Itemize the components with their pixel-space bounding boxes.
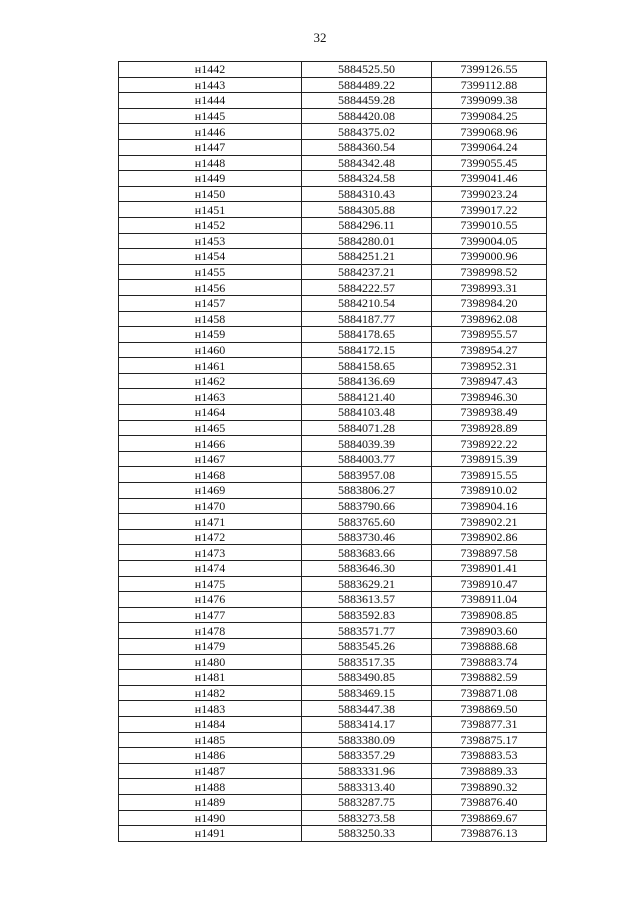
point-id-cell: н1462 <box>119 373 302 389</box>
point-id-cell: н1473 <box>119 545 302 561</box>
point-id-cell: н1481 <box>119 670 302 686</box>
x-coordinate-cell: 5884342.48 <box>302 155 432 171</box>
y-coordinate-cell: 7398871.08 <box>432 685 547 701</box>
table-row <box>119 420 547 436</box>
table-row <box>119 139 547 155</box>
table-row <box>119 794 547 810</box>
y-coordinate-cell: 7398908.85 <box>432 607 547 623</box>
table-row <box>119 810 547 826</box>
y-coordinate-cell: 7399004.05 <box>432 233 547 249</box>
point-id-cell: н1455 <box>119 264 302 280</box>
x-coordinate-cell: 5883765.60 <box>302 514 432 530</box>
point-id-cell: н1484 <box>119 716 302 732</box>
y-coordinate-cell: 7398903.60 <box>432 623 547 639</box>
point-id-cell: н1489 <box>119 794 302 810</box>
point-id-cell: н1444 <box>119 93 302 109</box>
x-coordinate-cell: 5883414.17 <box>302 716 432 732</box>
y-coordinate-cell: 7398946.30 <box>432 389 547 405</box>
table-row <box>119 826 547 842</box>
point-id-cell: н1445 <box>119 108 302 124</box>
y-coordinate-cell: 7398911.04 <box>432 592 547 608</box>
table-row <box>119 498 547 514</box>
x-coordinate-cell: 5884136.69 <box>302 373 432 389</box>
point-id-cell: н1483 <box>119 701 302 717</box>
y-coordinate-cell: 7398890.32 <box>432 779 547 795</box>
point-id-cell: н1452 <box>119 217 302 233</box>
y-coordinate-cell: 7398910.02 <box>432 483 547 499</box>
y-coordinate-cell: 7398998.52 <box>432 264 547 280</box>
point-id-cell: н1458 <box>119 311 302 327</box>
x-coordinate-cell: 5883646.30 <box>302 561 432 577</box>
point-id-cell: н1490 <box>119 810 302 826</box>
table-row <box>119 483 547 499</box>
point-id-cell: н1471 <box>119 514 302 530</box>
x-coordinate-cell: 5884172.15 <box>302 342 432 358</box>
table-row <box>119 545 547 561</box>
point-id-cell: н1442 <box>119 62 302 78</box>
x-coordinate-cell: 5883957.08 <box>302 467 432 483</box>
point-id-cell: н1474 <box>119 561 302 577</box>
y-coordinate-cell: 7398915.39 <box>432 451 547 467</box>
y-coordinate-cell: 7398947.43 <box>432 373 547 389</box>
table-row <box>119 405 547 421</box>
point-id-cell: н1448 <box>119 155 302 171</box>
table-row <box>119 638 547 654</box>
table-row <box>119 342 547 358</box>
table-row <box>119 62 547 78</box>
table-row <box>119 685 547 701</box>
y-coordinate-cell: 7399055.45 <box>432 155 547 171</box>
point-id-cell: н1469 <box>119 483 302 499</box>
x-coordinate-cell: 5883545.26 <box>302 638 432 654</box>
table-row <box>119 217 547 233</box>
y-coordinate-cell: 7398984.20 <box>432 295 547 311</box>
x-coordinate-cell: 5883250.33 <box>302 826 432 842</box>
x-coordinate-cell: 5883517.35 <box>302 654 432 670</box>
y-coordinate-cell: 7399017.22 <box>432 202 547 218</box>
x-coordinate-cell: 5884310.43 <box>302 186 432 202</box>
point-id-cell: н1485 <box>119 732 302 748</box>
table-row <box>119 93 547 109</box>
table-row <box>119 467 547 483</box>
x-coordinate-cell: 5883469.15 <box>302 685 432 701</box>
point-id-cell: н1459 <box>119 327 302 343</box>
y-coordinate-cell: 7398955.57 <box>432 327 547 343</box>
table-row <box>119 155 547 171</box>
point-id-cell: н1463 <box>119 389 302 405</box>
x-coordinate-cell: 5884103.48 <box>302 405 432 421</box>
table-row <box>119 607 547 623</box>
table-row <box>119 670 547 686</box>
x-coordinate-cell: 5884280.01 <box>302 233 432 249</box>
table-row <box>119 716 547 732</box>
y-coordinate-cell: 7398922.22 <box>432 436 547 452</box>
point-id-cell: н1480 <box>119 654 302 670</box>
x-coordinate-cell: 5884324.58 <box>302 171 432 187</box>
coordinates-table-body <box>119 62 547 842</box>
y-coordinate-cell: 7398888.68 <box>432 638 547 654</box>
x-coordinate-cell: 5883380.09 <box>302 732 432 748</box>
table-row <box>119 451 547 467</box>
table-row <box>119 171 547 187</box>
x-coordinate-cell: 5884178.65 <box>302 327 432 343</box>
y-coordinate-cell: 7399041.46 <box>432 171 547 187</box>
table-row <box>119 514 547 530</box>
table-row <box>119 763 547 779</box>
point-id-cell: н1457 <box>119 295 302 311</box>
x-coordinate-cell: 5884459.28 <box>302 93 432 109</box>
x-coordinate-cell: 5884251.21 <box>302 249 432 265</box>
point-id-cell: н1451 <box>119 202 302 218</box>
x-coordinate-cell: 5884071.28 <box>302 420 432 436</box>
table-row <box>119 389 547 405</box>
y-coordinate-cell: 7399084.25 <box>432 108 547 124</box>
x-coordinate-cell: 5883613.57 <box>302 592 432 608</box>
table-row <box>119 529 547 545</box>
table-row <box>119 108 547 124</box>
x-coordinate-cell: 5884210.54 <box>302 295 432 311</box>
point-id-cell: н1487 <box>119 763 302 779</box>
point-id-cell: н1464 <box>119 405 302 421</box>
y-coordinate-cell: 7398954.27 <box>432 342 547 358</box>
y-coordinate-cell: 7399064.24 <box>432 139 547 155</box>
y-coordinate-cell: 7399099.38 <box>432 93 547 109</box>
y-coordinate-cell: 7399010.55 <box>432 217 547 233</box>
x-coordinate-cell: 5883273.58 <box>302 810 432 826</box>
y-coordinate-cell: 7398904.16 <box>432 498 547 514</box>
y-coordinate-cell: 7399000.96 <box>432 249 547 265</box>
x-coordinate-cell: 5883790.66 <box>302 498 432 514</box>
point-id-cell: н1465 <box>119 420 302 436</box>
table-row <box>119 264 547 280</box>
y-coordinate-cell: 7398897.58 <box>432 545 547 561</box>
x-coordinate-cell: 5884222.57 <box>302 280 432 296</box>
x-coordinate-cell: 5884375.02 <box>302 124 432 140</box>
table-row <box>119 654 547 670</box>
x-coordinate-cell: 5884121.40 <box>302 389 432 405</box>
y-coordinate-cell: 7398876.40 <box>432 794 547 810</box>
point-id-cell: н1478 <box>119 623 302 639</box>
point-id-cell: н1446 <box>119 124 302 140</box>
y-coordinate-cell: 7398902.86 <box>432 529 547 545</box>
point-id-cell: н1472 <box>119 529 302 545</box>
table-row <box>119 311 547 327</box>
x-coordinate-cell: 5884158.65 <box>302 358 432 374</box>
table-row <box>119 779 547 795</box>
y-coordinate-cell: 7398952.31 <box>432 358 547 374</box>
point-id-cell: н1447 <box>119 139 302 155</box>
y-coordinate-cell: 7398915.55 <box>432 467 547 483</box>
y-coordinate-cell: 7398910.47 <box>432 576 547 592</box>
y-coordinate-cell: 7399023.24 <box>432 186 547 202</box>
table-row <box>119 233 547 249</box>
point-id-cell: н1443 <box>119 77 302 93</box>
table-row <box>119 202 547 218</box>
y-coordinate-cell: 7399112.88 <box>432 77 547 93</box>
point-id-cell: н1466 <box>119 436 302 452</box>
table-row <box>119 77 547 93</box>
table-row <box>119 732 547 748</box>
table-row <box>119 561 547 577</box>
x-coordinate-cell: 5883806.27 <box>302 483 432 499</box>
point-id-cell: н1477 <box>119 607 302 623</box>
point-id-cell: н1470 <box>119 498 302 514</box>
y-coordinate-cell: 7398883.74 <box>432 654 547 670</box>
x-coordinate-cell: 5884305.88 <box>302 202 432 218</box>
y-coordinate-cell: 7399126.55 <box>432 62 547 78</box>
point-id-cell: н1468 <box>119 467 302 483</box>
table-row <box>119 280 547 296</box>
x-coordinate-cell: 5884187.77 <box>302 311 432 327</box>
table-row <box>119 576 547 592</box>
y-coordinate-cell: 7398938.49 <box>432 405 547 421</box>
x-coordinate-cell: 5884420.08 <box>302 108 432 124</box>
point-id-cell: н1460 <box>119 342 302 358</box>
y-coordinate-cell: 7398901.41 <box>432 561 547 577</box>
y-coordinate-cell: 7398993.31 <box>432 280 547 296</box>
y-coordinate-cell: 7398928.89 <box>432 420 547 436</box>
point-id-cell: н1467 <box>119 451 302 467</box>
x-coordinate-cell: 5883287.75 <box>302 794 432 810</box>
x-coordinate-cell: 5883331.96 <box>302 763 432 779</box>
x-coordinate-cell: 5883571.77 <box>302 623 432 639</box>
table-row <box>119 186 547 202</box>
y-coordinate-cell: 7399068.96 <box>432 124 547 140</box>
x-coordinate-cell: 5884296.11 <box>302 217 432 233</box>
table-row <box>119 124 547 140</box>
x-coordinate-cell: 5883447.38 <box>302 701 432 717</box>
page-number: 32 <box>313 30 327 45</box>
point-id-cell: н1456 <box>119 280 302 296</box>
table-row <box>119 436 547 452</box>
x-coordinate-cell: 5883592.83 <box>302 607 432 623</box>
table-row <box>119 748 547 764</box>
point-id-cell: н1479 <box>119 638 302 654</box>
y-coordinate-cell: 7398882.59 <box>432 670 547 686</box>
x-coordinate-cell: 5884525.50 <box>302 62 432 78</box>
point-id-cell: н1453 <box>119 233 302 249</box>
point-id-cell: н1449 <box>119 171 302 187</box>
x-coordinate-cell: 5884039.39 <box>302 436 432 452</box>
coordinates-table <box>118 61 547 842</box>
y-coordinate-cell: 7398883.53 <box>432 748 547 764</box>
y-coordinate-cell: 7398962.08 <box>432 311 547 327</box>
y-coordinate-cell: 7398869.67 <box>432 810 547 826</box>
point-id-cell: н1461 <box>119 358 302 374</box>
x-coordinate-cell: 5883490.85 <box>302 670 432 686</box>
y-coordinate-cell: 7398876.13 <box>432 826 547 842</box>
point-id-cell: н1488 <box>119 779 302 795</box>
point-id-cell: н1482 <box>119 685 302 701</box>
table-row <box>119 358 547 374</box>
x-coordinate-cell: 5883629.21 <box>302 576 432 592</box>
y-coordinate-cell: 7398889.33 <box>432 763 547 779</box>
x-coordinate-cell: 5884360.54 <box>302 139 432 155</box>
x-coordinate-cell: 5884489.22 <box>302 77 432 93</box>
x-coordinate-cell: 5883730.46 <box>302 529 432 545</box>
x-coordinate-cell: 5884003.77 <box>302 451 432 467</box>
table-row <box>119 295 547 311</box>
y-coordinate-cell: 7398869.50 <box>432 701 547 717</box>
y-coordinate-cell: 7398875.17 <box>432 732 547 748</box>
point-id-cell: н1450 <box>119 186 302 202</box>
table-row <box>119 327 547 343</box>
x-coordinate-cell: 5883683.66 <box>302 545 432 561</box>
point-id-cell: н1476 <box>119 592 302 608</box>
table-row <box>119 701 547 717</box>
point-id-cell: н1454 <box>119 249 302 265</box>
table-row <box>119 249 547 265</box>
point-id-cell: н1486 <box>119 748 302 764</box>
table-row <box>119 623 547 639</box>
y-coordinate-cell: 7398902.21 <box>432 514 547 530</box>
y-coordinate-cell: 7398877.31 <box>432 716 547 732</box>
table-row <box>119 373 547 389</box>
table-row <box>119 592 547 608</box>
x-coordinate-cell: 5883313.40 <box>302 779 432 795</box>
point-id-cell: н1475 <box>119 576 302 592</box>
point-id-cell: н1491 <box>119 826 302 842</box>
x-coordinate-cell: 5883357.29 <box>302 748 432 764</box>
x-coordinate-cell: 5884237.21 <box>302 264 432 280</box>
